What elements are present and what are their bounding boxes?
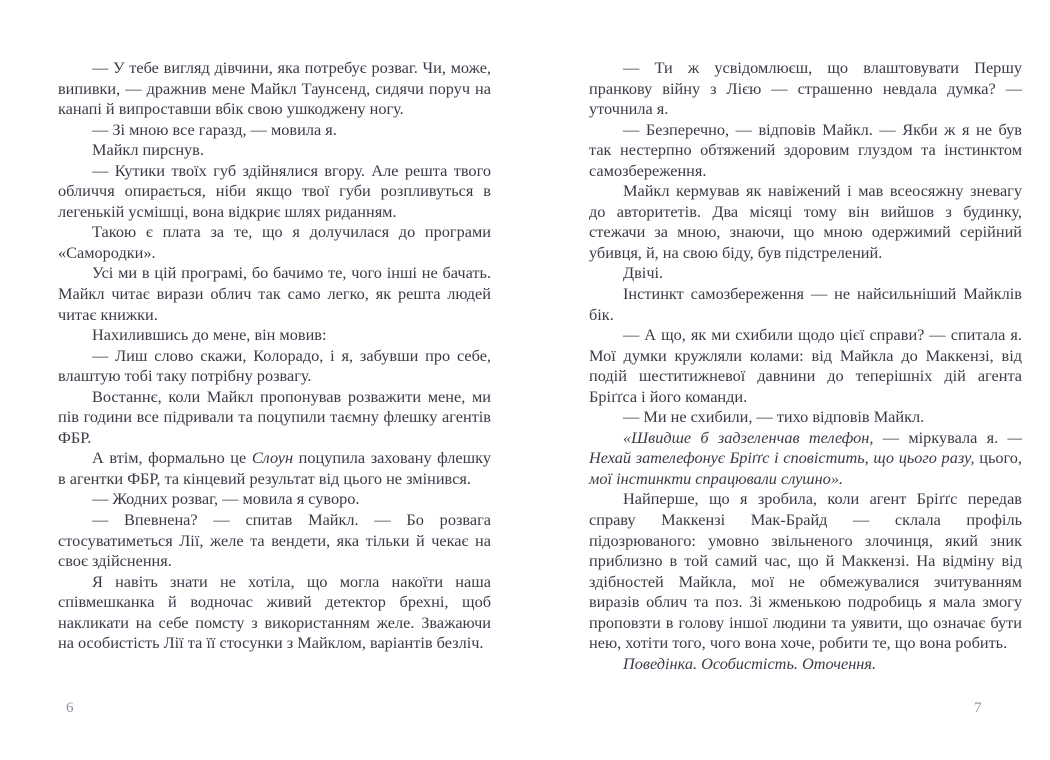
text-segment: цього, xyxy=(979,448,1022,468)
italic-text-segment: Поведінка. Особистість. Оточення. xyxy=(623,653,877,673)
italic-text-segment: Слоун xyxy=(251,448,294,468)
paragraph xyxy=(58,448,491,489)
text-segment: — Жодних розваг, — мовила я суворо. xyxy=(92,489,360,509)
page-number-right: 7 xyxy=(974,700,982,716)
text-segment: Нахилившись до мене, він мовив: xyxy=(92,325,327,345)
paragraph xyxy=(589,428,1022,490)
text-segment: — Зі мною все гаразд, — мовила я. xyxy=(92,119,337,139)
text-segment: — Безперечно, — відповів Майкл. — Якби ж я не був так нестерпно обтяжений здоровим глуздом та інстинктом самозбереження. xyxy=(589,119,1022,180)
paragraph xyxy=(58,222,491,263)
paragraph xyxy=(589,58,1022,120)
paragraph xyxy=(589,120,1022,182)
paragraph xyxy=(58,510,491,572)
text-segment: А втім, формально це xyxy=(92,448,252,468)
text-segment: — Ми не схибили, — тихо відповів Майкл. xyxy=(623,407,925,427)
paragraph xyxy=(58,140,491,161)
text-segment: — Ти ж усвідомлюєш, що влаштовувати Першу пранкову війну з Лією — страшенно невдала думка? — уточнила я. xyxy=(589,58,1022,119)
paragraph xyxy=(58,263,491,325)
paragraph xyxy=(589,325,1022,407)
page-right-text xyxy=(589,58,1022,674)
text-segment: — У тебе вигляд дівчини, яка потребує розваг. Чи, може, випивки, — дражнив мене Майкл Таунсенд, сидячи поруч на канапі й випроставши вбік свою ушкоджену ногу. xyxy=(58,58,491,119)
page-left-text xyxy=(58,58,491,654)
paragraph xyxy=(589,654,1022,675)
text-segment: — Лиш слово скажи, Колорадо, і я, забувши про себе, влаштую тобі таку потрібну розвагу. xyxy=(58,345,491,386)
text-segment: Я навіть знати не хотіла, що могла накоїти наша співмешканка й водночас живий детектор брехні, щоб накликати на себе помсту з використанням желе. Зважаючи на особистість Лії та її стосунки з Майклом, варіантів безліч. xyxy=(58,571,491,653)
text-segment: Востаннє, коли Майкл пропонував розважити мене, ми пів години все підривали та поцупили таємну флешку агентів ФБР. xyxy=(58,386,491,447)
paragraph xyxy=(58,572,491,654)
paragraph xyxy=(589,181,1022,263)
text-segment: — Кутики твоїх губ здійнялися вгору. Але решта твого обличчя опирається, ніби якщо твої губи розпливуться в легенькій усмішці, вона відкриє шлях риданням. xyxy=(58,160,491,221)
paragraph xyxy=(589,284,1022,325)
page-number-left: 6 xyxy=(66,700,74,716)
text-segment: Майкл пирснув. xyxy=(92,140,204,160)
italic-text-segment: «Швидше б задзеленчав телефон, xyxy=(623,427,883,447)
paragraph xyxy=(58,325,491,346)
italic-text-segment: — Нехай зателефонує Бріґґс і сповістить, що цього разу, xyxy=(589,427,1022,468)
text-segment: Двічі. xyxy=(623,263,664,283)
paragraph xyxy=(58,58,491,120)
paragraph xyxy=(58,161,491,223)
paragraph xyxy=(58,346,491,387)
paragraph xyxy=(589,263,1022,284)
paragraph xyxy=(58,387,491,449)
paragraph xyxy=(58,120,491,141)
text-segment: Майкл кермував як навіжений і мав всеосяжну зневагу до авторитетів. Два місяці тому він вийшов з будинку, стежачи за мною, знаючи, що мною одержимий серійний убивця, й, на свою біду, був підстрелений. xyxy=(589,181,1022,262)
text-segment: — міркувала я. xyxy=(882,427,1008,447)
paragraph xyxy=(589,407,1022,428)
text-segment: Усі ми в цій програмі, бо бачимо те, чого інші не бачать. Майкл читає вирази облич так само легко, як решта людей читає книжки. xyxy=(58,263,491,324)
text-segment: Інстинкт самозбереження — не найсильніший Майклів бік. xyxy=(589,284,1022,324)
text-segment: — А що, як ми схибили щодо цієї справи? — спитала я. Мої думки кружляли колами: від Майкла до Маккензі, від подій шеститижневої давнини до теперішніх дій агента Бріґґса і його команди. xyxy=(589,325,1022,406)
text-segment: — Впевнена? — спитав Майкл. — Бо розвага стосуватиметься Лії, желе та вендети, яка тільки й чекає на своє здійснення. xyxy=(58,510,491,571)
text-segment: Такою є плата за те, що я долучилася до програми «Самородки». xyxy=(58,222,491,262)
italic-text-segment: мої інстинкти спрацювали слушно». xyxy=(589,468,844,488)
text-segment: поцупила заховану флешку в агентки ФБР, та кінцевий результат від цього не змінився. xyxy=(58,448,491,488)
paragraph xyxy=(58,489,491,510)
paragraph xyxy=(589,489,1022,653)
text-segment: Найперше, що я зробила, коли агент Бріґґс передав справу Маккензі Мак-Брайд — склала профіль підозрюваного: умовно звільненого злочинця, який зник приблизно в той самий час, що й Маккензі. На відміну від здібностей Майкла, мої не обмежувалися зчитуванням виразів облич та поз. Зі жменькою подробиць я мала змогу проповзти в голову іншої людини та уявити, що означає бути нею, хотіти того, чого вона хоче, робити те, що вона робить. xyxy=(589,489,1022,653)
